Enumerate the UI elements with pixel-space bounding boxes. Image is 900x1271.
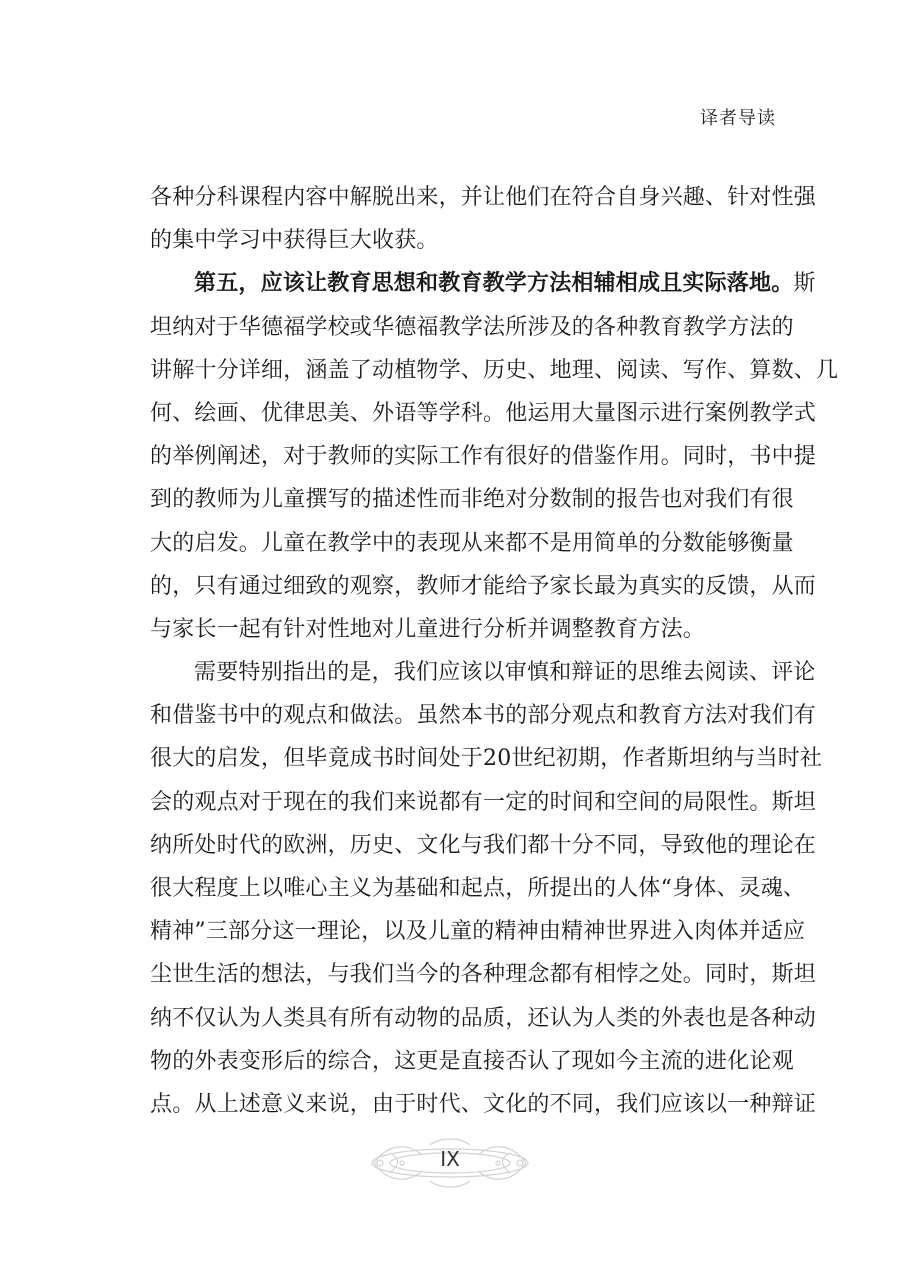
text-line: 精神”三部分这一理论，以及儿童的精神由精神世界进入肉体并适应: [150, 919, 806, 945]
text-line: 需要特别指出的是，我们应该以审慎和辩证的思维去阅读、评论: [194, 660, 816, 686]
page-footer: [360, 1133, 540, 1193]
text-line: 大的启发。儿童在教学中的表现从来都不是用简单的分数能够衡量: [150, 530, 794, 556]
text-line: 纳所处时代的欧洲，历史、文化与我们都十分不同，导致他的理论在: [150, 832, 817, 858]
text-line: 很大程度上以唯心主义为基础和起点，所提出的人体“身体、灵魂、: [150, 876, 806, 901]
text-line: 很大的启发，但毕竟成书时间处于20世纪初期，作者斯坦纳与当时社: [150, 746, 823, 772]
text-line: 的集中学习中获得巨大收获。: [150, 228, 439, 254]
text-line: 各种分科课程内容中解脱出来，并让他们在符合自身兴趣、针对性强: [150, 185, 817, 210]
text-line: 的举例阐述，对于教师的实际工作有很好的借鉴作用。同时，书中提: [150, 444, 817, 470]
text-line: 尘世生活的想法，与我们当今的各种理念都有相悖之处。同时，斯坦: [150, 962, 817, 988]
text-line: 和借鉴书中的观点和做法。虽然本书的部分观点和教育方法对我们有: [150, 703, 817, 729]
body-text: [150, 176, 839, 1126]
text-line: 物的外表变形后的综合，这更是直接否认了现如今主流的进化论观: [150, 1048, 794, 1074]
text-fragment: 斯: [793, 271, 816, 297]
text-line: 讲解十分详细，涵盖了动植物学、历史、地理、阅读、写作、算数、几: [150, 357, 839, 383]
text-line: 会的观点对于现在的我们来说都有一定的时间和空间的局限性。斯坦: [150, 789, 817, 815]
text-line: 与家长一起有针对性地对儿童进行分析并调整教育方法。: [150, 616, 706, 642]
page-number: IX: [440, 1147, 460, 1171]
text-line: 坦纳对于华德福学校或华德福教学法所涉及的各种教育教学方法的: [150, 314, 794, 340]
text-line: 点。从上述意义来说，由于时代、文化的不同，我们应该以一种辩证: [150, 1091, 817, 1117]
text-line: 的，只有通过细致的观察，教师才能给予家长最为真实的反馈，从而: [150, 573, 817, 599]
text-line: 到的教师为儿童撰写的描述性而非绝对分数制的报告也对我们有很: [150, 487, 794, 513]
text-line: [150, 262, 816, 305]
text-line: 纳不仅认为人类具有所有动物的品质，还认为人类的外表也是各种动: [150, 1005, 817, 1031]
running-header: 译者导读: [700, 108, 776, 129]
section-lead: 第五，应该让教育思想和教育教学方法相辅相成且实际落地。: [194, 270, 794, 297]
text-line: 何、绘画、优律思美、外语等学科。他运用大量图示进行案例教学式: [150, 400, 817, 426]
